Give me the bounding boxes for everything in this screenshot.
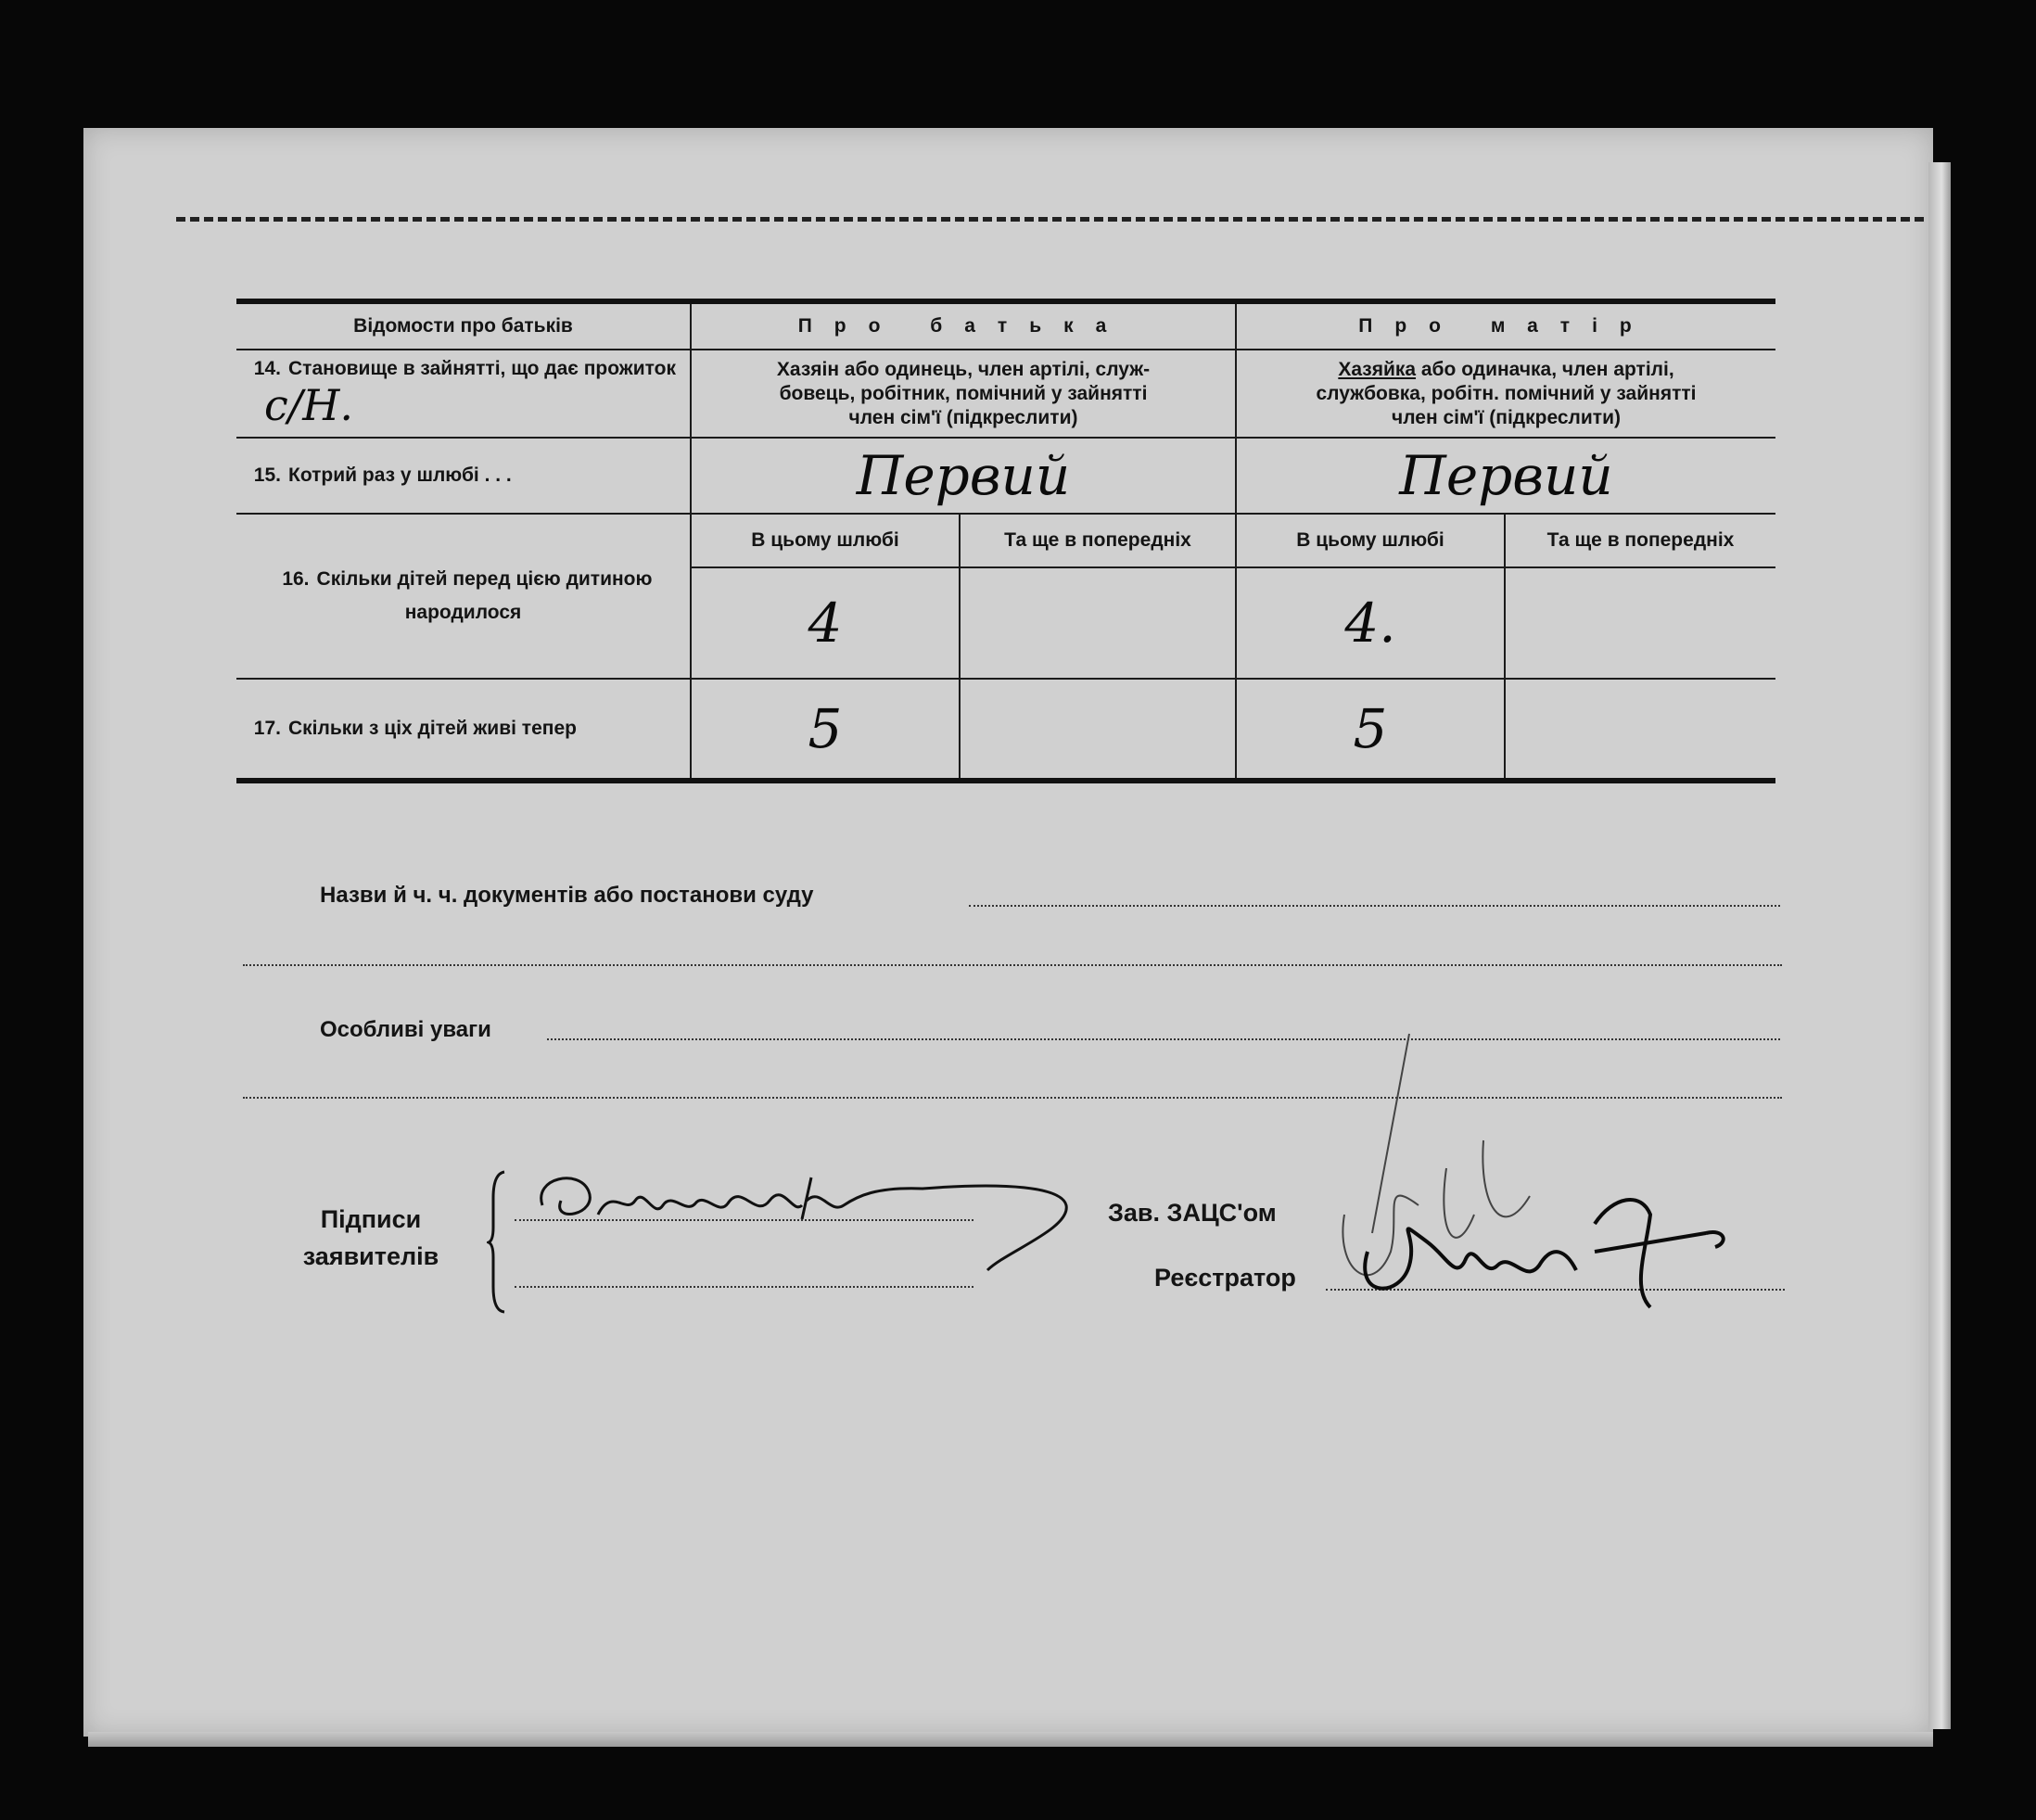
- documents-fill-line-2: [243, 964, 1782, 966]
- documents-fill-line-1: [969, 905, 1780, 907]
- row-17-mother-previous: [1505, 679, 1775, 781]
- children-subheader-row: [236, 514, 1775, 567]
- row-15-label-cell: 15. Котрий раз у шлюбі . . .: [236, 438, 691, 514]
- table-header-row: [236, 301, 1775, 350]
- header-about-mother: Про матір: [1236, 301, 1775, 350]
- row-15-father-value: Первий: [691, 438, 1236, 514]
- father-options-line-2: бовець, робітник, помічний у зайнятті: [779, 382, 1148, 404]
- row-14-father-options: [691, 350, 1236, 438]
- mother-options-line-1: або одиначка, член артілі,: [1416, 358, 1674, 380]
- row-16-label-cell: [236, 514, 691, 679]
- row-15-mother-value: Первий: [1236, 438, 1775, 514]
- page-edge: [1928, 162, 1951, 1729]
- perforation-line: [176, 217, 1938, 222]
- parents-table: [236, 299, 1775, 783]
- row-14-label-cell: [236, 350, 691, 438]
- applicants-label-line-2: заявителів: [302, 1242, 439, 1270]
- father-options-line-3: член сім'ї (підкреслити): [848, 406, 1078, 428]
- row-15-label: Котрий раз у шлюбі: [288, 465, 479, 486]
- row-17: [236, 679, 1775, 781]
- row-17-label: Скільки з ціх дітей живі тепер: [288, 718, 577, 739]
- applicants-signature-label: [297, 1201, 445, 1275]
- applicant-signature: [524, 1150, 1080, 1279]
- mother-options-line-3: член сім'ї (підкреслити): [1392, 406, 1621, 428]
- row-16-father-previous: [960, 567, 1236, 679]
- mother-this-marriage-header: В цьому шлюбі: [1236, 514, 1505, 567]
- father-this-marriage-header: В цьому шлюбі: [691, 514, 960, 567]
- father-previous-header: Та ще в попередніх: [960, 514, 1236, 567]
- row-15-number: 15.: [253, 465, 281, 486]
- row-17-number: 17.: [253, 718, 281, 739]
- curly-brace: [487, 1170, 507, 1314]
- official-signatures: [1317, 1029, 1762, 1335]
- mother-previous-header: Та ще в попередніх: [1505, 514, 1775, 567]
- row-14-mother-options: [1236, 350, 1775, 438]
- head-of-registry-label: Зав. ЗАЦС'ом: [1108, 1199, 1277, 1227]
- row-16-number: 16.: [282, 568, 310, 590]
- father-options-line-1: Хазяін або одинець, член артілі, служ-: [776, 358, 1151, 380]
- registrar-label: Реєстратор: [1154, 1264, 1296, 1292]
- row-14-label: Становище в зайнятті, що дає прожиток: [288, 357, 676, 379]
- row-16-father-this: 4: [691, 567, 960, 679]
- row-14: [236, 350, 1775, 438]
- mother-options-line-2: службовка, робітн. помічний у зайнятті: [1316, 382, 1697, 404]
- applicants-label-line-1: Підписи: [320, 1205, 422, 1233]
- row-17-mother-this: 5: [1236, 679, 1505, 781]
- mother-option-underlined: Хазяйка: [1338, 358, 1417, 380]
- row-17-father-this: 5: [691, 679, 960, 781]
- row-17-label-cell: [236, 679, 691, 781]
- row-15: [236, 438, 1775, 514]
- row-16-mother-previous: [1505, 567, 1775, 679]
- row-14-handwritten-value: с/Н.: [264, 379, 353, 430]
- row-16-mother-this: 4.: [1236, 567, 1505, 679]
- header-parents-info: Відомости про батьків: [236, 301, 691, 350]
- applicant-signature-line-2: [515, 1286, 973, 1288]
- row-14-number: 14.: [253, 357, 281, 379]
- row-17-father-previous: [960, 679, 1236, 781]
- page-bottom-edge: [88, 1732, 1933, 1747]
- row-16-label: Скільки дітей перед цією дитиною народилося: [316, 568, 653, 623]
- remarks-label: Особливі уваги: [320, 1017, 491, 1042]
- documents-label: Назви й ч. ч. документів або постанови суду: [320, 883, 814, 908]
- header-about-father: Про батька: [691, 301, 1236, 350]
